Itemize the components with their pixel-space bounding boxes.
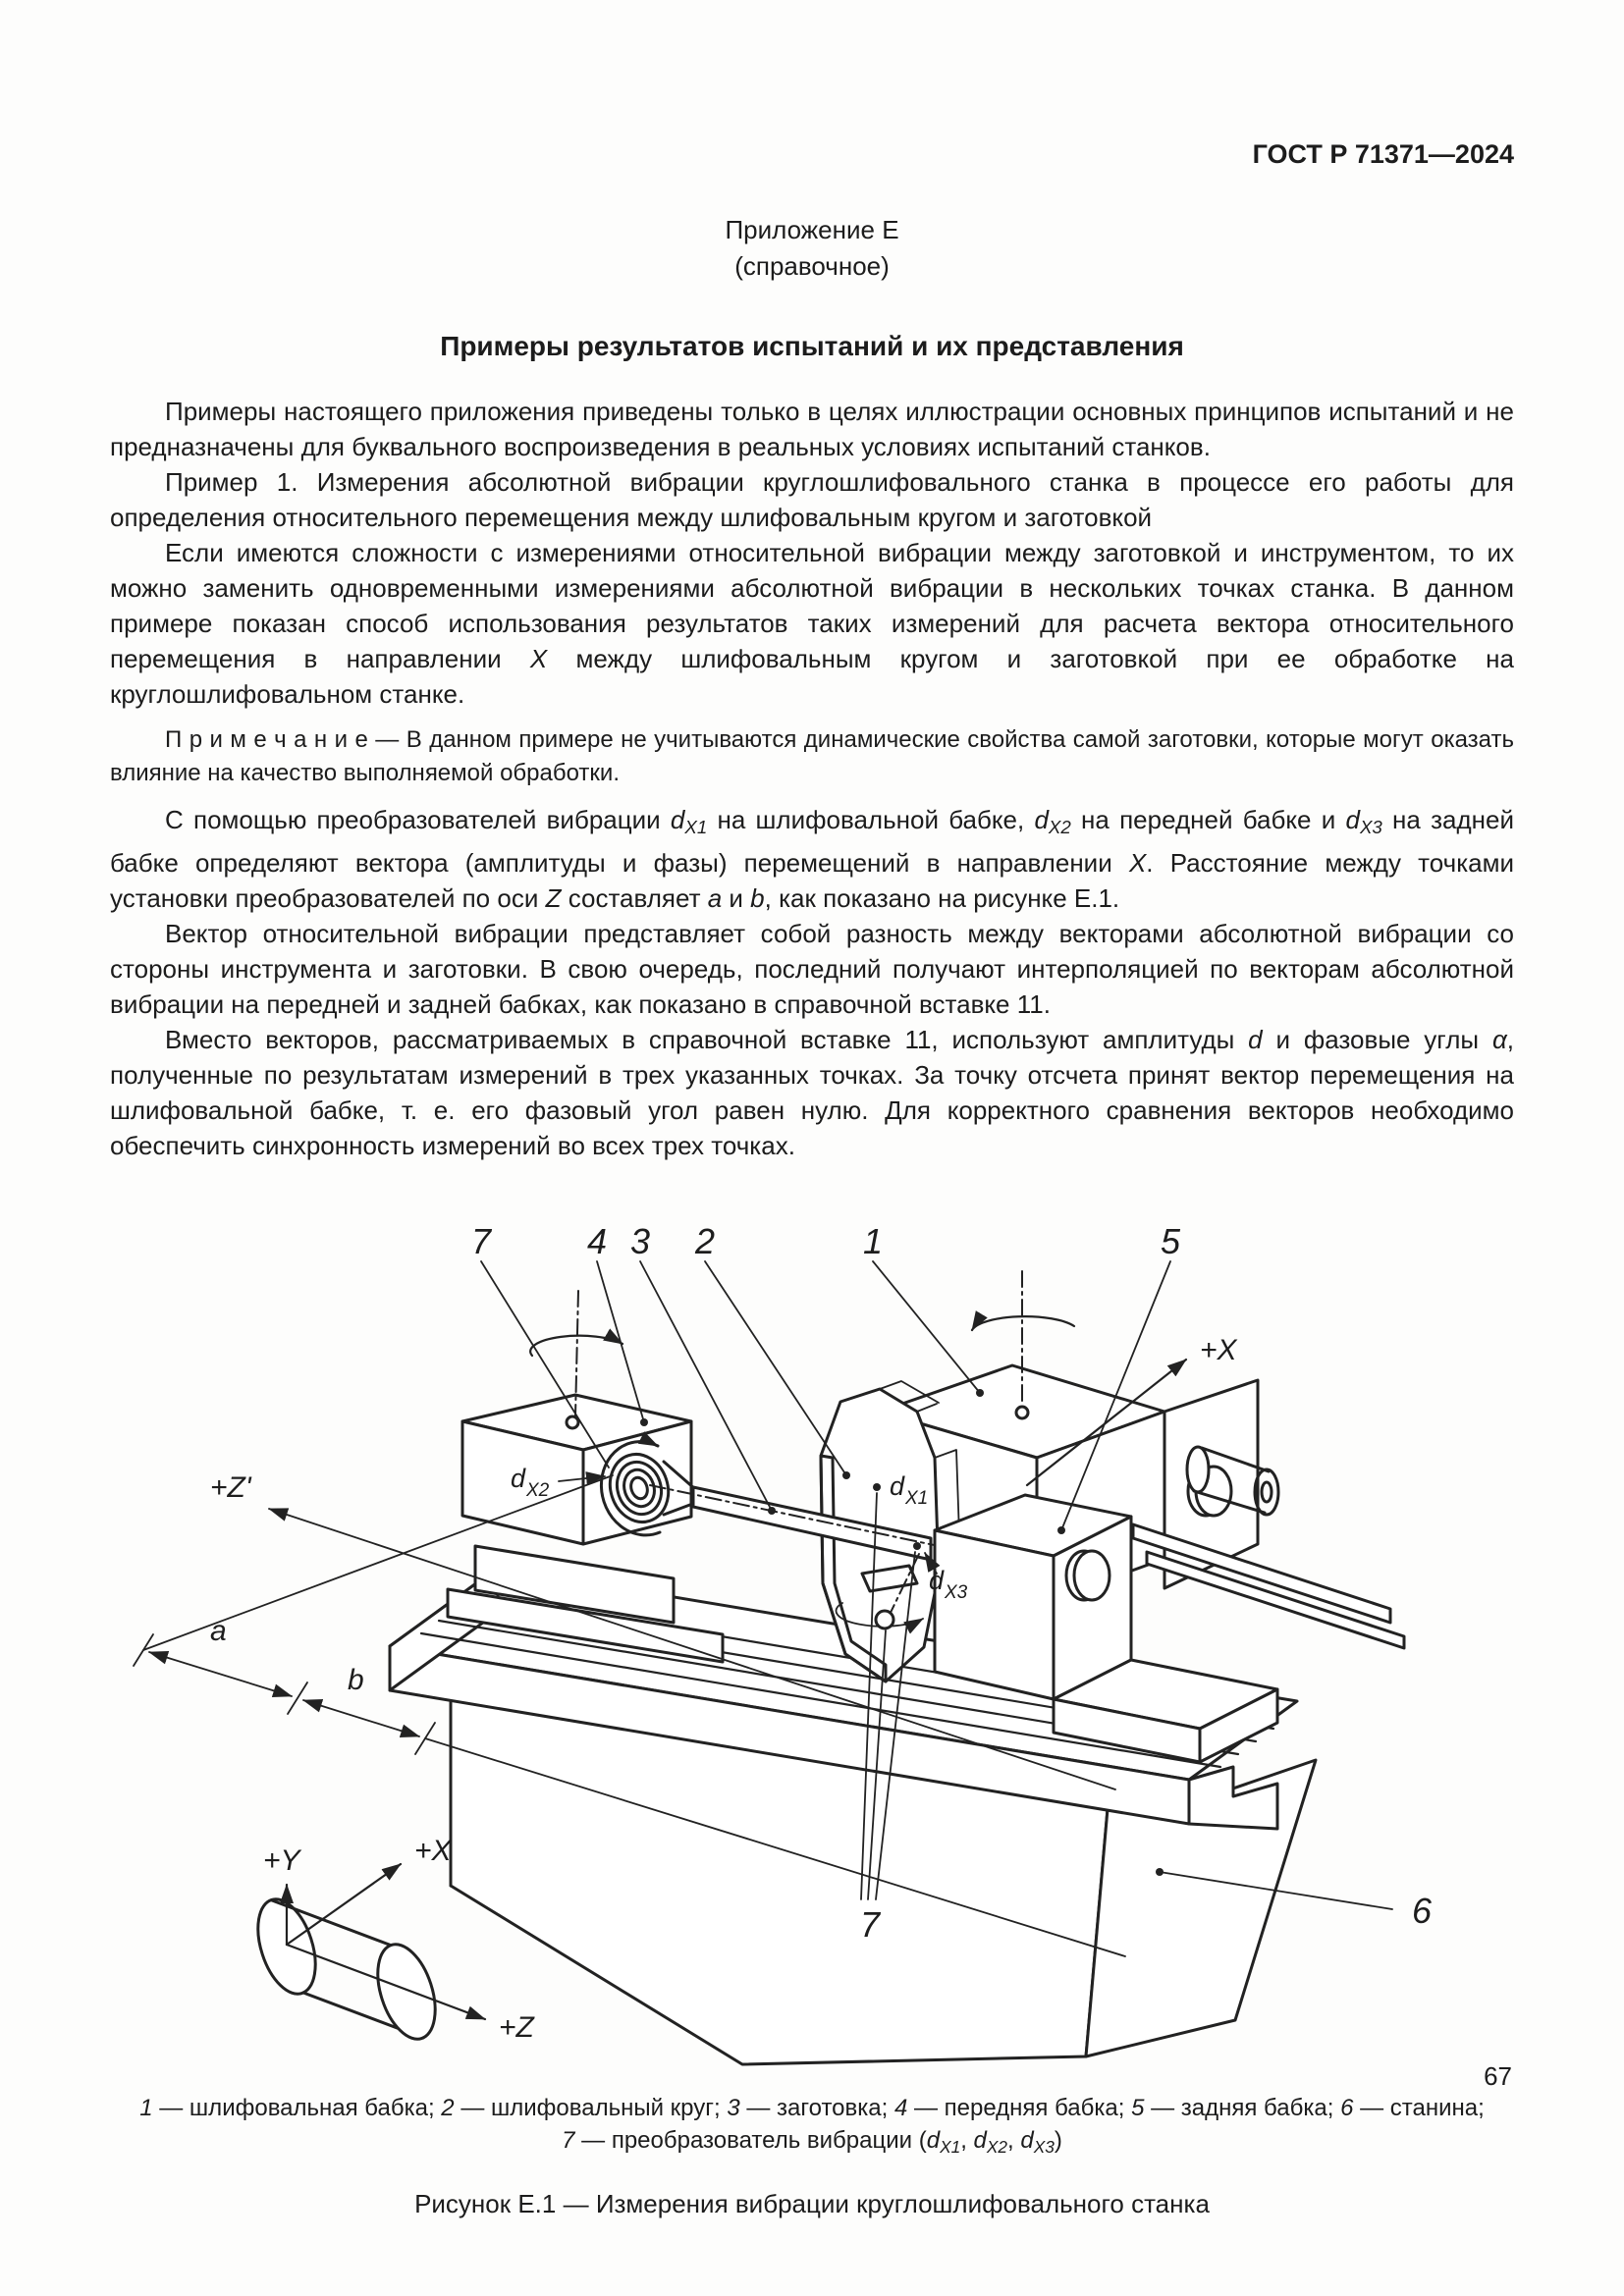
legend-line-2: 7 — преобразователь вибрации ($d_{X1}$, $d_{X2}$, $d_{X3}$): [562, 2127, 1062, 2158]
axis-x-label: +X: [414, 1835, 452, 1868]
callout-6: 6: [1411, 1891, 1433, 1932]
wheel-head-axis-hole: [1016, 1407, 1028, 1418]
rear-guide-bars: [1133, 1524, 1404, 1648]
paragraph-4: С помощью преобразователей вибрации $d_{X1}$ на шлифовальной бабке, $d_{X2}$ на передней бабке и $d_{X3}$ на задней бабке определяют вектора (амплитуды и фазы) перемещений в направлении X. Расстояние между точками установки преобразователей по оси Z составляет a и b, как показано на рисунке Е.1.: [110, 805, 1515, 914]
paragraph-6: Вместо векторов, рассматриваемых в справочной вставке 11, используют амплитуды d и фазовые углы α, полученные по результатам измерений в трех указанных точках. За точку отсчета принят вектор перемещения на шлифовальной бабке, т. е. его фазовый угол равен нулю. Для корректного сравнения векторов необходимо обеспечить синхронность измерений во всех трех точках.: [110, 1025, 1514, 1161]
paragraph-1: Примеры настоящего приложения приведены только в целях иллюстрации основных принципов испытаний и не предназначены для буквального воспроизведения в реальных условиях испытаний станков.: [110, 397, 1514, 461]
section-heading: Примеры результатов испытаний и их представления: [440, 331, 1184, 361]
page-number: 67: [1484, 2061, 1512, 2091]
dim-b-label: b: [348, 1664, 364, 1697]
dx1-d: d: [890, 1471, 905, 1502]
callout-7-top: 7: [470, 1221, 492, 1262]
headstock-axis-hole: [567, 1416, 578, 1428]
axis-x-machine-label: +X: [1200, 1334, 1237, 1367]
dx3-d: d: [929, 1566, 945, 1596]
dx3-sub: X3: [945, 1582, 968, 1604]
axis-y-label: +Y: [263, 1844, 300, 1878]
callout-2: 2: [694, 1221, 716, 1262]
doc-code: ГОСТ Р 71371—2024: [1252, 139, 1514, 169]
dx2-sub: X2: [526, 1480, 550, 1502]
annex-title: Приложение Е: [725, 215, 899, 244]
body-text: [110, 394, 1514, 1163]
paragraph-3: Если имеются сложности с измерениями относительной вибрации между заготовкой и инструментом, то их можно заменить одновременными измерениями абсолютной вибрации в нескольких точках станка. В данном примере показан способ использования результатов таких измерений для расчета вектора относительного перемещения в направлении X между шлифовальным кругом и заготовкой при ее обработке на круглошлифовальном станке.: [110, 538, 1514, 709]
annex-subtitle: (справочное): [734, 251, 890, 281]
workpiece-cylinder-icon: [247, 1893, 446, 2047]
axis-z-prime-label: +Z': [210, 1471, 251, 1505]
figure-caption: Рисунок Е.1 — Измерения вибрации круглошлифовального станка: [414, 2189, 1210, 2219]
grinding-machine-diagram: [94, 1201, 1522, 2076]
dx1-sub: X1: [905, 1488, 929, 1510]
callout-1: 1: [862, 1221, 884, 1262]
legend-line-1: 1 — шлифовальная бабка; 2 — шлифовальный круг; 3 — заготовка; 4 — передняя бабка; 5 — задняя бабка; 6 — станина;: [139, 2095, 1485, 2122]
paragraph-5: Вектор относительной вибрации представляет собой разность между векторами абсолютной вибрации со стороны инструмента и заготовки. В свою очередь, последний получают интерполяцией по векторам абсолютной вибрации на передней и задней бабках, как показано в справочной вставке 11.: [110, 919, 1514, 1020]
callout-3: 3: [629, 1221, 651, 1262]
note-paragraph: П р и м е ч а н и е — В данном примере не учитываются динамические свойства самой заготовки, которые могут оказать влияние на качество выполняемой обработки.: [110, 726, 1514, 786]
callout-4: 4: [586, 1221, 608, 1262]
dim-a-label: a: [210, 1615, 227, 1648]
paragraph-2: Пример 1. Измерения абсолютной вибрации круглошлифовального станка в процессе его работы для определения относительного перемещения между шлифовальным кругом и заготовкой: [110, 467, 1514, 532]
axis-z-label: +Z: [499, 2011, 534, 2045]
callout-5: 5: [1160, 1221, 1181, 1262]
figure-legend: [110, 2092, 1514, 2163]
figure-e1: [0, 1201, 1624, 2076]
dx2-d: d: [511, 1464, 526, 1494]
callout-7-bottom: 7: [859, 1904, 881, 1946]
